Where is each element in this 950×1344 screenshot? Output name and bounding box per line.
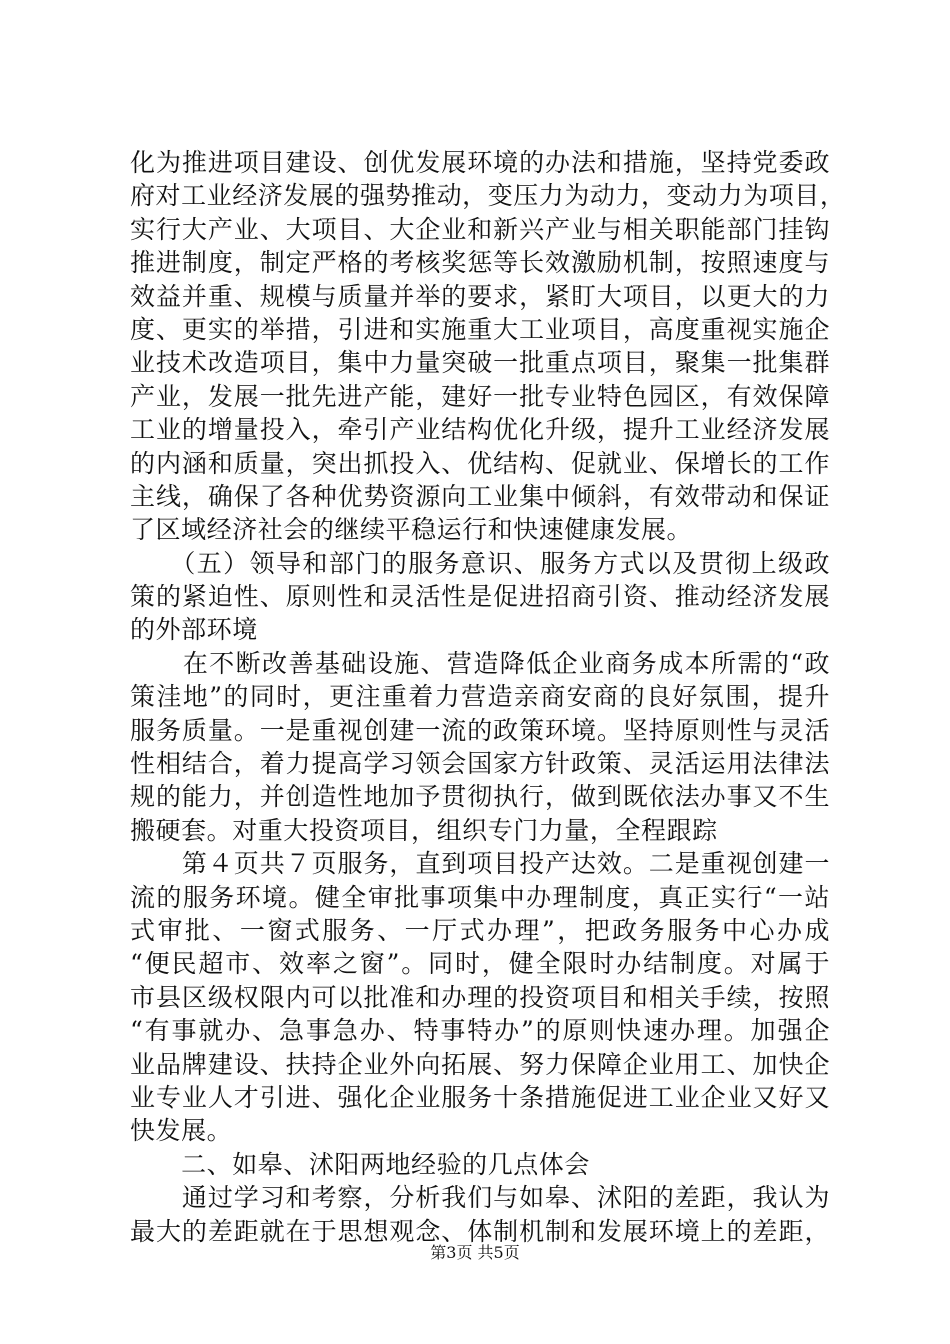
text-line: 性相结合，着力提高学习领会国家方针政策、灵活运用法律法 xyxy=(130,749,830,779)
text-line: 规的能力，并创造性地加予贯彻执行，做到既依法办事又不生 xyxy=(130,782,830,812)
text-line: “便民超市、效率之窗”。同时，健全限时办结制度。对属于 xyxy=(130,949,830,979)
text-line: 服务质量。一是重视创建一流的政策环境。坚持原则性与灵活 xyxy=(130,715,830,745)
text-line: 效益并重、规模与质量并举的要求，紧盯大项目，以更大的力 xyxy=(130,281,830,311)
text-line: 化为推进项目建设、创优发展环境的办法和措施，坚持党委政 xyxy=(130,148,830,177)
text-line: 推进制度，制定严格的考核奖惩等长效激励机制，按照速度与 xyxy=(130,248,830,278)
page-footer: 第3页 共5页 xyxy=(430,1243,520,1262)
text-line: 在不断改善基础设施、营造降低企业商务成本所需的“政 xyxy=(130,648,830,678)
text-line: 府对工业经济发展的强势推动，变压力为动力，变动力为项目， xyxy=(130,181,846,211)
text-line: 产业，发展一批先进产能，建好一批专业特色园区，有效保障 xyxy=(130,381,830,411)
text-line: 式审批、一窗式服务、一厅式办理”，把政务服务中心办成 xyxy=(130,915,830,945)
text-line: 流的服务环境。健全审批事项集中办理制度，真正实行“一站 xyxy=(130,882,830,912)
text-line: 搬硬套。对重大投资项目，组织专门力量，全程跟踪 xyxy=(130,815,718,845)
text-line: 业专业人才引进、强化企业服务十条措施促进工业企业又好又 xyxy=(130,1082,830,1112)
text-line: 业技术改造项目，集中力量突破一批重点项目，聚集一批集群 xyxy=(130,348,830,378)
text-line: 的内涵和质量，突出抓投入、优结构、促就业、保增长的工作 xyxy=(130,448,830,478)
text-line: 市县区级权限内可以批准和办理的投资项目和相关手续，按照 xyxy=(130,982,830,1012)
text-line: 二、如皋、沭阳两地经验的几点体会 xyxy=(130,1149,590,1179)
text-line: 的外部环境 xyxy=(130,615,258,645)
text-line: 策洼地”的同时，更注重着力营造亲商安商的良好氛围，提升 xyxy=(130,682,830,712)
text-line: 工业的增量投入，牵引产业结构优化升级，提升工业经济发展 xyxy=(130,415,830,445)
text-line: “有事就办、急事急办、特事特办”的原则快速办理。加强企 xyxy=(130,1016,830,1046)
body-text xyxy=(130,146,846,1248)
text-line: 最大的差距就在于思想观念、体制机制和发展环境上的差距， xyxy=(130,1216,830,1246)
text-line: 通过学习和考察，分析我们与如皋、沭阳的差距，我认为 xyxy=(130,1183,830,1213)
text-line: 业品牌建设、扶持企业外向拓展、努力保障企业用工、加快企 xyxy=(130,1049,830,1079)
text-line: 度、更实的举措，引进和实施重大工业项目，高度重视实施企 xyxy=(130,314,830,344)
text-line: 策的紧迫性、原则性和灵活性是促进招商引资、推动经济发展 xyxy=(130,582,830,612)
text-line: 第４页共７页服务，直到项目投产达效。二是重视创建一 xyxy=(130,849,830,879)
text-line: 实行大产业、大项目、大企业和新兴产业与相关职能部门挂钩 xyxy=(130,214,830,244)
text-line: （五）领导和部门的服务意识、服务方式以及贯彻上级政 xyxy=(130,548,830,578)
text-line: 了区域经济社会的继续平稳运行和快速健康发展。 xyxy=(130,515,693,545)
text-line: 快发展。 xyxy=(130,1116,233,1146)
text-line: 主线，确保了各种优势资源向工业集中倾斜，有效带动和保证 xyxy=(130,481,830,511)
